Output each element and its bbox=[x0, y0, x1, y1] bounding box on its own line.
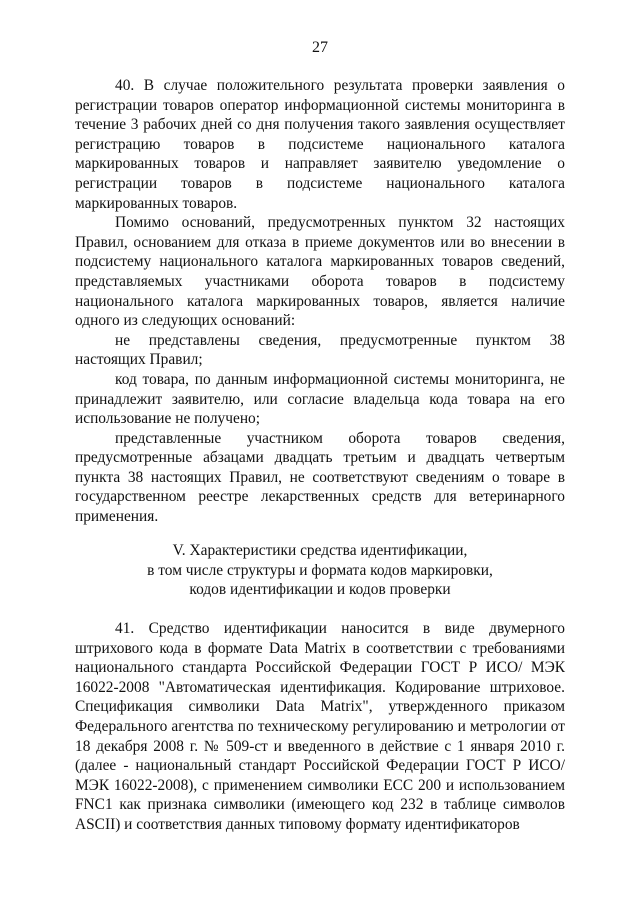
heading-line-2: в том числе структуры и формата кодов маркировки, bbox=[147, 561, 493, 579]
section-v-heading bbox=[75, 541, 565, 600]
section-bottom bbox=[75, 619, 565, 835]
heading-line-3: кодов идентификации и кодов проверки bbox=[189, 581, 451, 599]
section-top bbox=[75, 76, 565, 527]
paragraph-41: 41. Средство идентификации наносится в виде двумерного штрихового кода в формате Data Matrix в соответствии с требованиями национального стандарта Российской Федерации ГОСТ Р ИСО/ МЭК 16022-2008 "Автоматическая идентификация. Кодирование штриховое. Спецификация символики Data Matrix", утвержденного приказом Федерального агентства по техническому регулированию и метрологии от 18 декабря 2008 г. № 509-ст и введенного в действие с 1 января 2010 г. (далее - национальный стандарт Российской Федерации ГОСТ Р ИСО/ МЭК 16022-2008), с применением символики ECC 200 и использованием FNC1 как признака символики (имеющего код 232 в таблице символов ASCII) и соответствия данных типовому формату идентификаторов bbox=[75, 620, 565, 833]
paragraph-refusal-grounds: Помимо оснований, предусмотренных пунктом 32 настоящих Правил, основанием для отказа в приеме документов или во внесении в подсистему национального каталога маркированных товаров сведений, представляемых участниками оборота товаров в подсистему национального каталога маркированных товаров, является наличие одного из следующих оснований: bbox=[75, 214, 565, 330]
paragraph-40: 40. В случае положительного результата проверки заявления о регистрации товаров оператор информационной системы мониторинга в течение 3 рабочих дней со дня получения такого заявления осуществляет регистрацию товаров в подсистеме национального каталога маркированных товаров и направляет заявителю уведомление о регистрации товаров в подсистеме национального каталога маркированных товаров. bbox=[75, 77, 565, 212]
paragraph-ground-1: не представлены сведения, предусмотренные пунктом 38 настоящих Правил; bbox=[75, 331, 565, 369]
heading-line-1: V. Характеристики средства идентификации, bbox=[172, 542, 468, 559]
section-heading bbox=[75, 541, 565, 600]
paragraph-ground-2: код товара, по данным информационной системы мониторинга, не принадлежит заявителю, или согласие владельца кода товара на его использование не получено; bbox=[75, 370, 565, 428]
paragraph-ground-3: представленные участником оборота товаров сведения, предусмотренные абзацами двадцать третьим и двадцать четвертым пункта 38 настоящих Правил, не соответствуют сведениям о товаре в государственном реестре лекарственных средств для ветеринарного применения. bbox=[75, 429, 565, 526]
page-number: 27 bbox=[312, 39, 328, 56]
